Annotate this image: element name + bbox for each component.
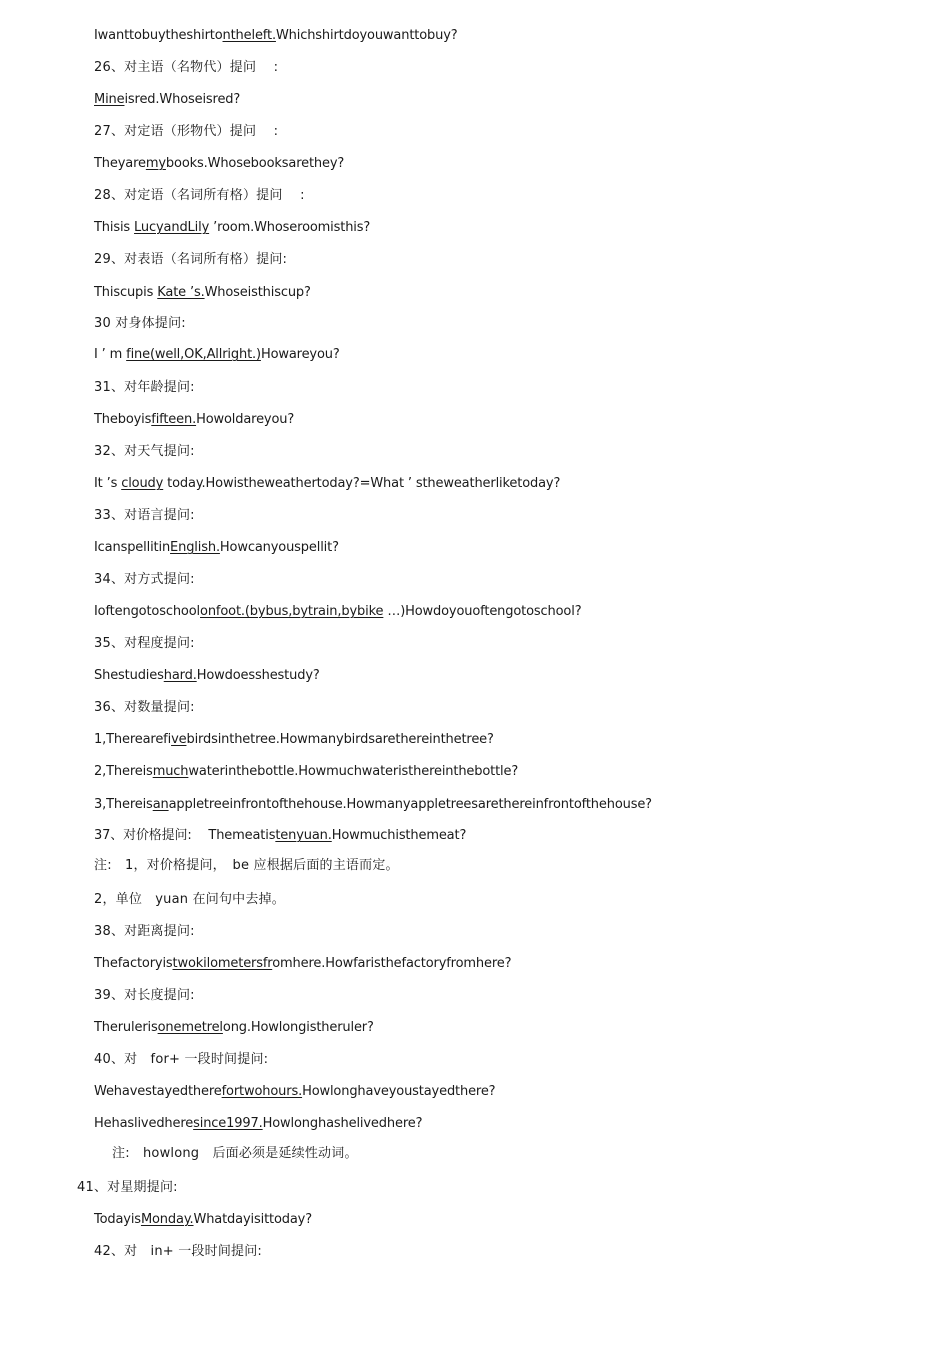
text-line: 3,Thereisanappletreeinfrontofthehouse.Howmanyappletreesarethereinfrontofthehouse? [94, 797, 652, 812]
section-heading: 35、对程度提问: [94, 636, 195, 651]
text-line: Mineisred.Whoseisred? [94, 92, 241, 107]
text-line: Thefactoryistwokilometersfromhere.Howfaristhefactoryfromhere? [94, 956, 512, 971]
section-heading: 30 对身体提问: [94, 316, 186, 331]
text-line: Wehavestayedtherefortwohours.Howlonghaveyoustayedthere? [94, 1084, 496, 1099]
text-line: I ’ m fine(well,OK,Allright.)Howareyou? [94, 347, 340, 362]
section-heading: 39、对长度提问: [94, 988, 195, 1003]
text-line: Hehaslivedheresince1997.Howlonghashelivedhere? [94, 1116, 423, 1131]
section-heading: 42、对 in+ 一段时间提问: [94, 1244, 262, 1259]
section-heading: 34、对方式提问: [94, 572, 195, 587]
section-heading: 31、对年龄提问: [94, 380, 195, 395]
note-line: 注: howlong 后面必须是延续性动词。 [112, 1146, 358, 1161]
text-line: TodayisMonday.Whatdayisittoday? [94, 1212, 312, 1227]
text-line: 37、对价格提问: Themeatistenyuan.Howmuchisthemeat? [94, 828, 467, 843]
text-line: IcanspellitinEnglish.Howcanyouspellit? [94, 540, 339, 555]
section-heading: 28、对定语（名词所有格）提问 : [94, 188, 305, 203]
section-heading: 40、对 for+ 一段时间提问: [94, 1052, 269, 1067]
note-line: 注: 1，对价格提问， be 应根据后面的主语而定。 [94, 858, 399, 873]
note-line: 2，单位 yuan 在问句中去掉。 [94, 892, 285, 907]
text-line: Therulerisonemetrelong.Howlongistheruler? [94, 1020, 374, 1035]
text-line: Theboyisfifteen.Howoldareyou? [94, 412, 295, 427]
text-line: 1,Therearefivebirdsinthetree.Howmanybirdsarethereinthetree? [94, 732, 494, 747]
text-line: Shestudieshard.Howdoesshestudy? [94, 668, 320, 683]
section-heading: 29、对表语（名词所有格）提问: [94, 252, 288, 267]
section-heading: 26、对主语（名物代）提问 : [94, 60, 279, 75]
text-line: It ’s cloudy today.Howistheweathertoday?=What ’ stheweatherliketoday? [94, 476, 561, 491]
section-heading: 38、对距离提问: [94, 924, 195, 939]
text-line: Thisis LucyandLily ’room.Whoseroomisthis? [94, 220, 371, 235]
text-line: 2,Thereismuchwaterinthebottle.Howmuchwateristhereinthebottle? [94, 764, 519, 779]
section-heading: 27、对定语（形物代）提问 : [94, 124, 279, 139]
text-line: Thiscupis Kate ’s.Whoseisthiscup? [94, 285, 311, 300]
text-line: Theyaremybooks.Whosebooksarethey? [94, 156, 345, 171]
text-line: Ioftengotoschoolonfoot.(bybus,bytrain,bybike …)Howdoyouoftengotoschool? [94, 604, 582, 619]
section-heading: 32、对天气提问: [94, 444, 195, 459]
section-heading: 36、对数量提问: [94, 700, 195, 715]
text-line: Iwanttobuytheshirtontheleft.Whichshirtdoyouwanttobuy? [94, 28, 458, 43]
section-heading: 33、对语言提问: [94, 508, 195, 523]
section-heading: 41、对星期提问: [77, 1180, 178, 1195]
